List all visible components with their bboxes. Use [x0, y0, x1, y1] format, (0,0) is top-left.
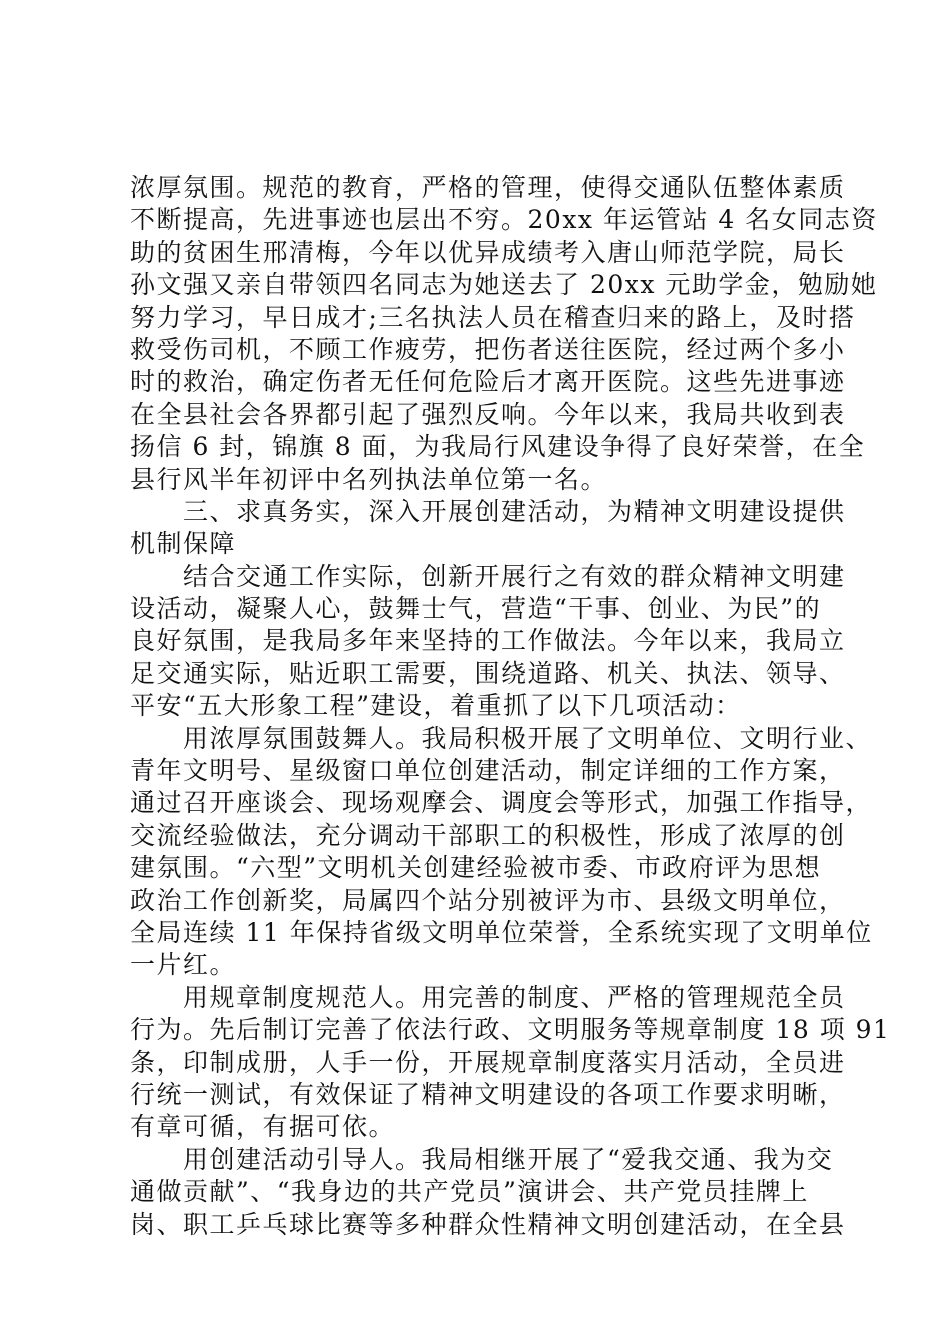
text-line: 救受伤司机，不顾工作疲劳，把伤者送往医院，经过两个多小: [130, 334, 846, 364]
text-line: 用浓厚氛围鼓舞人。我局积极开展了文明单位、文明行业、: [130, 723, 873, 753]
text-line: 县行风半年初评中名列执法单位第一名。: [130, 464, 608, 494]
text-line: 平安“五大形象工程”建设，着重抓了以下几项活动：: [130, 691, 742, 721]
text-line: 在全县社会各界都引起了强烈反响。今年以来，我局共收到表: [130, 399, 846, 429]
text-line: 用创建活动引导人。我局相继开展了“爱我交通、我为交: [130, 1144, 834, 1174]
document-body: [130, 172, 891, 1241]
text-line: 政治工作创新奖，局属四个站分别被评为市、县级文明单位，: [130, 885, 846, 915]
text-line: 浓厚氛围。规范的教育，严格的管理，使得交通队伍整体素质: [130, 173, 846, 202]
section-heading-line: 机制保障: [130, 529, 237, 559]
text-line: 助的贫困生邢清梅，今年以优异成绩考入唐山师范学院，局长: [130, 237, 846, 267]
text-line: 一片红。: [130, 950, 237, 980]
text-line: 岗、职工乒乓球比赛等多种群众性精神文明创建活动，在全县: [130, 1209, 846, 1239]
text-line: 孙文强又亲自带领四名同志为她送去了 20xx 元助学金，勉励她: [130, 270, 878, 300]
text-line: 青年文明号、星级窗口单位创建活动，制定详细的工作方案，: [130, 756, 846, 786]
text-line: 全局连续 11 年保持省级文明单位荣誉，全系统实现了文明单位: [130, 917, 873, 947]
text-line: 通做贡献”、“我身边的共产党员”演讲会、共产党员挂牌上: [130, 1177, 809, 1207]
text-line: 时的救治，确定伤者无任何危险后才离开医院。这些先进事迹: [130, 367, 846, 397]
text-line: 有章可循，有据可依。: [130, 1112, 396, 1142]
section-heading-line: 三、求真务实，深入开展创建活动，为精神文明建设提供: [130, 496, 846, 526]
text-line: 结合交通工作实际，创新开展行之有效的群众精神文明建: [130, 561, 846, 591]
text-line: 行为。先后制订完善了依法行政、文明服务等规章制度 18 项 91: [130, 1015, 891, 1045]
text-line: 良好氛围，是我局多年来坚持的工作做法。今年以来，我局立: [130, 626, 846, 656]
text-line: 用规章制度规范人。用完善的制度、严格的管理规范全员: [130, 982, 846, 1012]
text-line: 行统一测试，有效保证了精神文明建设的各项工作要求明晰，: [130, 1079, 846, 1109]
text-line: 通过召开座谈会、现场观摩会、调度会等形式，加强工作指导，: [130, 788, 873, 818]
text-line: 努力学习，早日成才;三名执法人员在稽查归来的路上，及时搭: [130, 302, 856, 332]
text-line: 设活动，凝聚人心，鼓舞士气，营造“干事、创业、为民”的: [130, 594, 822, 624]
text-line: 扬信 6 封，锦旗 8 面，为我局行风建设争得了良好荣誉，在全: [130, 432, 866, 462]
text-line: 不断提高，先进事迹也层出不穷。20xx 年运管站 4 名女同志资: [130, 205, 878, 235]
text-line: 条，印制成册，人手一份，开展规章制度落实月活动，全员进: [130, 1047, 846, 1077]
text-line: 足交通实际，贴近职工需要，围绕道路、机关、执法、领导、: [130, 658, 846, 688]
text-line: 建氛围。“六型”文明机关创建经验被市委、市政府评为思想: [130, 853, 822, 883]
text-line: 交流经验做法，充分调动干部职工的积极性，形成了浓厚的创: [130, 820, 846, 850]
